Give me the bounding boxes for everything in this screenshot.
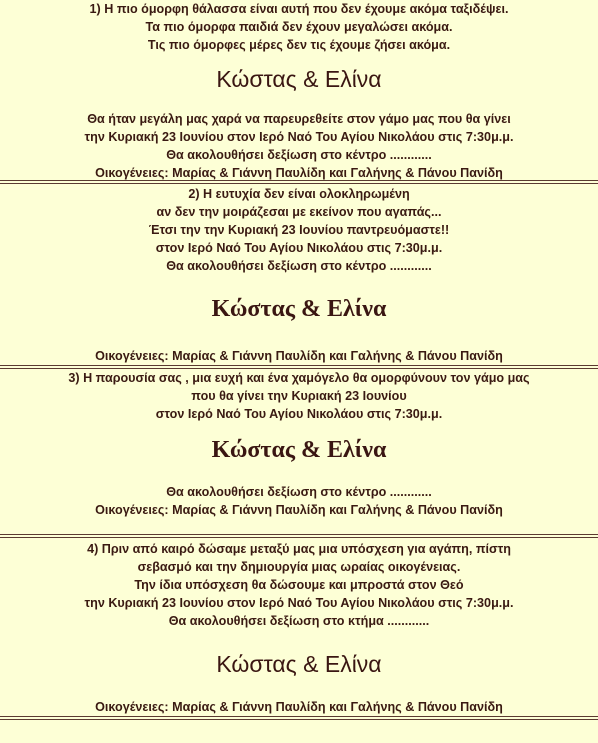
couple-names: Κώστας & Ελίνα (211, 437, 387, 463)
verse-line: στον Ιερό Ναό Του Αγίου Νικολάου στις 7:30μ.μ. (155, 241, 443, 255)
families-line: Οικογένειες: Μαρίας & Γιάννη Παυλίδη και Γαλήνης & Πάνου Πανίδη (95, 166, 503, 180)
invitation-card-1 (0, 0, 598, 54)
verse-line: 2) Η ευτυχία δεν είναι ολοκληρωμένη (188, 187, 410, 201)
verse-line: Την ίδια υπόσχεση θα δώσουμε και μπροστά στον Θεό (134, 578, 464, 592)
verse-line: 1) Η πιο όμορφη θάλασσα είναι αυτή που δεν έχουμε ακόμα ταξιδέψει. (89, 2, 509, 16)
separator (0, 716, 598, 720)
couple-names: Κώστας & Ελίνα (216, 66, 382, 92)
families-block-4 (0, 698, 598, 716)
families-line: Οικογένειες: Μαρίας & Γιάννη Παυλίδη και Γαλήνης & Πάνου Πανίδη (95, 503, 503, 517)
verse-line: Έτσι την την Κυριακή 23 Ιουνίου παντρευόμαστε!! (148, 223, 450, 237)
body-line: Θα ακολουθήσει δεξίωση στο κέντρο ............ (166, 148, 432, 162)
verse-line: Τις πιο όμορφες μέρες δεν τις έχουμε ζήσει ακόμα. (147, 38, 451, 52)
verse-line: 3) Η παρουσία σας , μια ευχή και ένα χαμόγελο θα ομορφύνουν τον γάμο μας (68, 371, 530, 385)
invitation-card-2 (0, 185, 598, 275)
verse-line: αν δεν την μοιράζεσαι με εκείνον που αγαπάς... (156, 205, 442, 219)
invitation-card-4 (0, 540, 598, 630)
verse-line: που θα γίνει την Κυριακή 23 Ιουνίου (191, 389, 407, 403)
invitation-card-3 (0, 369, 598, 423)
verse-line: Θα ακολουθήσει δεξίωση στο κτήμα ............ (168, 614, 430, 628)
body-line: Θα ήταν μεγάλη μας χαρά να παρευρεθείτε στον γάμο μας που θα γίνει (87, 112, 511, 126)
verse-line: στον Ιερό Ναό Του Αγίου Νικολάου στις 7:30μ.μ. (155, 407, 443, 421)
invitation-body-3 (0, 483, 598, 519)
couple-names: Κώστας & Ελίνα (211, 296, 387, 322)
families-line: Οικογένειες: Μαρίας & Γιάννη Παυλίδη και Γαλήνης & Πάνου Πανίδη (95, 349, 503, 363)
separator (0, 180, 598, 184)
families-line: Οικογένειες: Μαρίας & Γιάννη Παυλίδη και Γαλήνης & Πάνου Πανίδη (95, 700, 503, 714)
body-line: την Κυριακή 23 Ιουνίου στον Ιερό Ναό Του Αγίου Νικολάου στις 7:30μ.μ. (84, 130, 514, 144)
verse-line: Τα πιο όμορφα παιδιά δεν έχουν μεγαλώσει ακόμα. (145, 20, 453, 34)
body-line: Θα ακολουθήσει δεξίωση στο κέντρο ............ (166, 485, 432, 499)
verse-line: Θα ακολουθήσει δεξίωση στο κέντρο ............ (166, 259, 432, 273)
invitation-body-1 (0, 110, 598, 182)
couple-names: Κώστας & Ελίνα (216, 651, 382, 677)
verse-line: την Κυριακή 23 Ιουνίου στον Ιερό Ναό Του Αγίου Νικολάου στις 7:30μ.μ. (84, 596, 514, 610)
verse-line: 4) Πριν από καιρό δώσαμε μεταξύ μας μια υπόσχεση για αγάπη, πίστη (87, 542, 511, 556)
separator (0, 534, 598, 538)
families-block-2 (0, 347, 598, 365)
verse-line: σεβασμό και την δημιουργία μιας ωραίας οικογένειας. (137, 560, 461, 574)
